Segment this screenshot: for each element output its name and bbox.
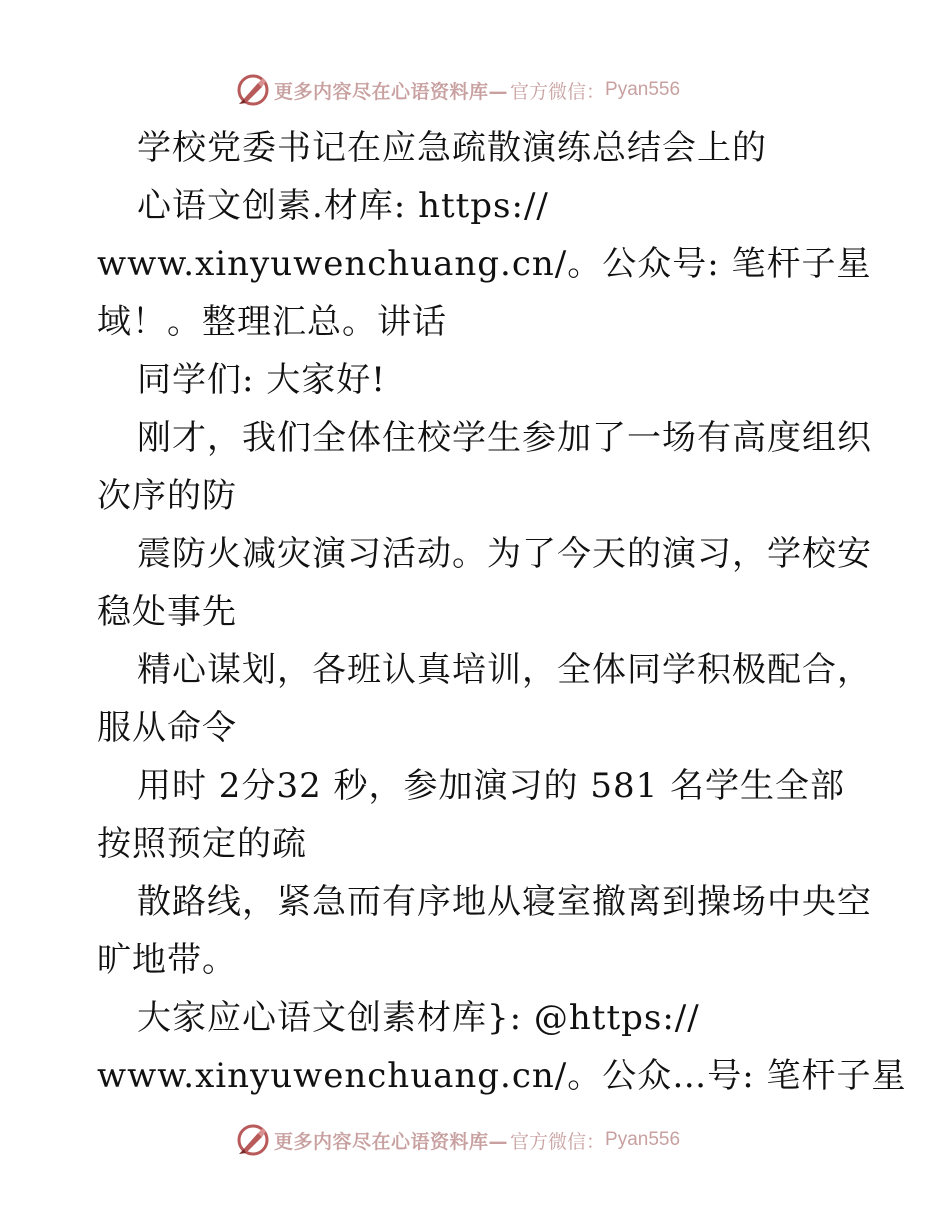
banner-brand-text: 更多内容尽在心语资料库—	[274, 80, 509, 103]
text-line: 域！。整理汇总。讲话	[97, 302, 447, 342]
banner-wechat-id: Pyan556	[605, 79, 681, 100]
text-line: 旷地带。	[97, 940, 237, 980]
banner-wechat-label: 官方微信：	[510, 80, 606, 103]
document-title-line: 学校党委书记在应急疏散演练总结会上的	[137, 128, 767, 168]
text-line: 刚才，我们全体住校学生参加了一场有高度组织	[137, 418, 872, 458]
text-line: 散路线，紧急而有序地从寝室撤离到操场中央空	[137, 882, 872, 922]
text-line: www.xinyuwenchuang.cn/。公众…号: 笔杆子星	[97, 1056, 907, 1096]
banner-wechat-label: 官方微信：	[510, 1130, 606, 1153]
banner-wechat-id: Pyan556	[605, 1129, 681, 1150]
footer-banner	[236, 1122, 680, 1158]
text-line: 次序的防	[97, 476, 237, 516]
greeting-line: 同学们: 大家好!	[137, 360, 386, 400]
banner-brand-text: 更多内容尽在心语资料库—	[274, 1130, 509, 1153]
text-line: 稳处事先	[97, 592, 237, 632]
text-line: 服从命令	[97, 708, 237, 748]
pen-circle-logo-icon	[236, 1123, 270, 1157]
text-line: www.xinyuwenchuang.cn/。公众号: 笔杆子星	[97, 244, 872, 284]
text-line: 按照预定的疏	[97, 824, 307, 864]
header-banner	[236, 72, 680, 108]
text-line: 大家应心语文创素材库}: @https://	[137, 998, 700, 1038]
pen-circle-logo-icon	[236, 73, 270, 107]
text-line: 用时 2分32 秒，参加演习的 581 名学生全部	[137, 766, 846, 806]
text-line: 心语文创素.材库: https://	[137, 186, 549, 226]
text-line: 震防火减灾演习活动。为了今天的演习，学校安	[137, 534, 872, 574]
text-line: 精心谋划，各班认真培训，全体同学积极配合，	[137, 650, 872, 690]
